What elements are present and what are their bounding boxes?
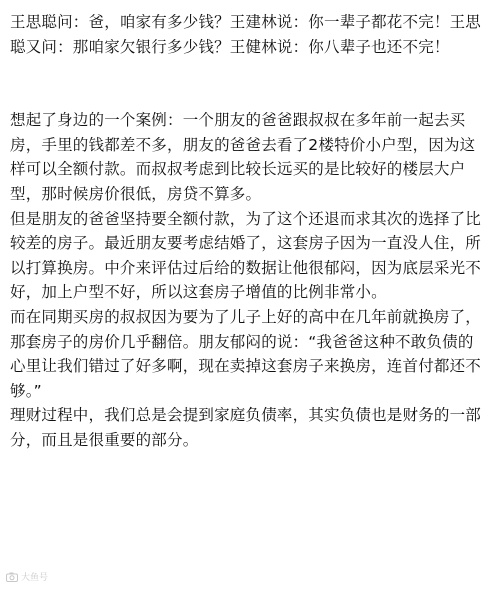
camera-icon [6,572,18,582]
paragraph-spacer [10,59,482,108]
article-paragraph-2: 想起了身边的一个案例：一个朋友的爸爸跟叔叔在多年前一起去买房，手里的钱都差不多，朋友的爸爸去看了2楼特价小户型，因为这样可以全额付款。而叔叔考虑到比较长远买的是比较好的楼层大户型，那时候房价很低，房贷不算多。 [10,111,476,203]
article-paragraph-5: 理财过程中，我们总是会提到家庭负债率，其实负债也是财务的一部分，而且是很重要的部分。 [10,406,482,449]
watermark [6,570,48,583]
watermark-text: 大鱼号 [21,573,49,583]
article-paragraph-4: 而在同期买房的叔叔因为要为了儿子上好的高中在几年前就换房了，那套房子的房价几乎翻倍。朋友郁闷的说：“我爸爸这种不敢负债的心里让我们错过了好多啊，现在卖掉这套房子来换房，连首付都还不够。” [10,307,482,400]
article-paragraph-1: 王思聪问：爸，咱家有多少钱？王建林说：你一辈子都花不完！王思聪又问：那咱家欠银行多少钱？王健林说：你八辈子也还不完！ [10,13,482,56]
article-body [10,10,482,453]
article-paragraph-3: 但是朋友的爸爸坚持要全额付款，为了这个还退而求其次的选择了比较差的房子。最近朋友要考虑结婚了，这套房子因为一直没人住，所以打算换房。中介来评估过后给的数据让他很郁闷，因为底层采光不好，加上户型不好，所以这套房子增值的比例非常小。 [10,209,482,302]
